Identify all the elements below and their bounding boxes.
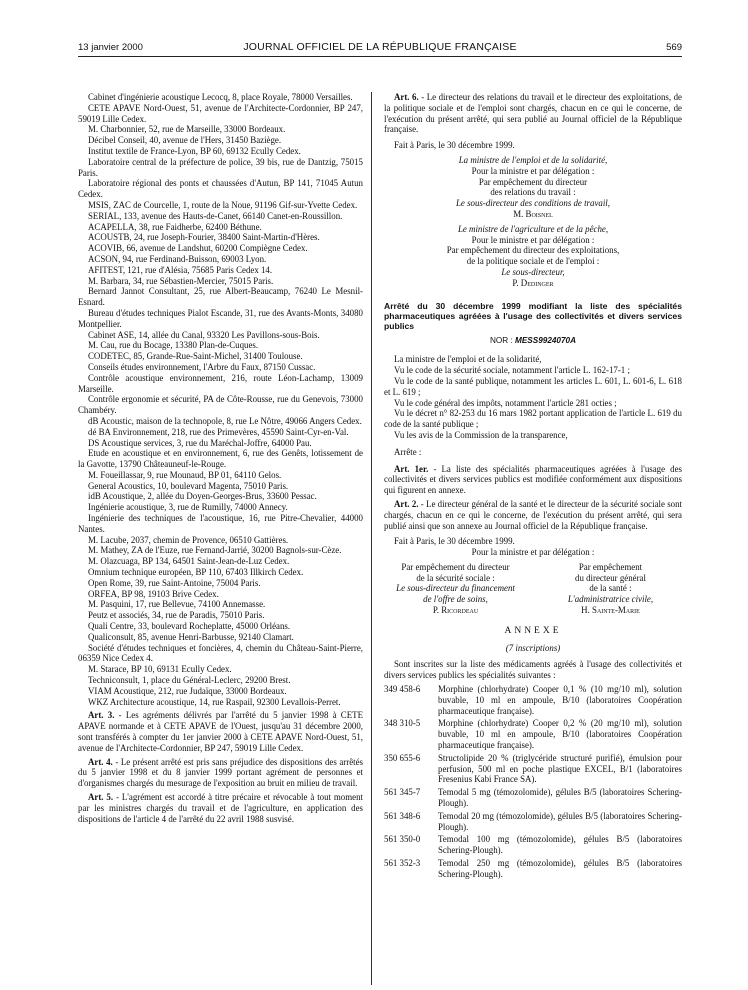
signature-block-agriculture (384, 224, 682, 289)
organisation-entry: Qualiconsult, 85, avenue Henri-Barbusse, 92140 Clamart. (88, 631, 294, 642)
medication-description: Structolipide 20 % (triglycéride structuré purifié), émulsion pour perfusion, 500 ml en poche plastique EXCEL, B/1 (laboratoires Fresenius Kabi France SA). (438, 752, 682, 785)
medication-table (384, 684, 682, 882)
organisation-entry: Institut textile de France-Lyon, BP 60, 69132 Ecully Cedex. (88, 145, 301, 156)
organisation-entry: M. Charbonnier, 52, rue de Marseille, 33000 Bordeaux. (88, 124, 286, 135)
medication-row (384, 718, 682, 752)
sigA-line3: Le sous-directeur du financement (396, 583, 515, 594)
signature-blocks-sante (384, 562, 682, 616)
left-column (78, 92, 363, 824)
sigB-line3: de la santé : (589, 583, 632, 594)
sigB-name: H. Sainte-Marie (581, 605, 640, 616)
sigA-line2: de la sécurité sociale : (416, 572, 495, 583)
organisation-entry: Conseils études environnement, l'Arbre du Faux, 87150 Cussac. (88, 361, 316, 372)
sig2-line4: de la politique sociale et de l'emploi : (466, 256, 600, 267)
page-number: 569 (666, 42, 682, 53)
vu-clause: Vu le code de la santé publique, notamment les articles L. 601, L. 601-6, L. 618 et L. 619 ; (384, 375, 682, 397)
article-6-text: - Le directeur des relations du travail et le directeur des exploitations, de la politique sociale et de l'emploi sont chargés, chacun en ce qui le concerne, de l'exécution du présent arrêté, qui sera publié au Journal officiel de la République française. (384, 92, 682, 135)
vu-clause: Vu les avis de la Commission de la transparence, (394, 429, 568, 440)
organisation-entry: Bureau d'études techniques Pialot Escande, 31, rue des Avants-Monts, 34080 Montpellier. (78, 307, 363, 329)
signature-direction-sante (539, 562, 682, 616)
sig1-line3: Par empêchement du directeur (478, 176, 588, 187)
organisation-entry: CODETEC, 85, Grande-Rue-Saint-Michel, 31400 Toulouse. (88, 351, 303, 362)
organisation-entry: Techniconsult, 1, place du Général-Leclerc, 29200 Brest. (88, 675, 291, 686)
organisation-entry: Ingénierie des techniques de l'acoustique, 16, rue Pitre-Chevalier, 44000 Nantes. (78, 513, 363, 534)
right-column (384, 92, 682, 882)
organisation-entry: MSIS, ZAC de Courcelle, 1, route de la Noue, 91196 Gif-sur-Yvette Cedex. (88, 199, 358, 210)
medication-code: 348 310-5 (384, 718, 421, 729)
medication-row (384, 811, 682, 835)
organisation-entry: Contrôle ergonomie et sécurité, PA de Côte-Rousse, rue du Genevois, 73000 Chambéry. (78, 394, 363, 416)
nor-value: MESS9924070A (515, 335, 577, 345)
article-4-label: Art. 4. (88, 756, 113, 767)
fait-a-paris-2: Fait à Paris, le 30 décembre 1999. (394, 536, 515, 547)
organisation-entry: M. Pasquini, 17, rue Bellevue, 74100 Annemasse. (88, 599, 266, 610)
vu-clause: Vu le code général des impôts, notamment l'article 281 octies ; (394, 397, 617, 408)
article-5-label: Art. 5. (88, 792, 114, 802)
sig2-line5: Le sous-directeur, (501, 266, 565, 277)
article-1-label: Art. 1er. (394, 463, 429, 474)
organisation-entry: Cabinet ASE, 14, allée du Canal, 93320 Les Pavillons-sous-Bois. (88, 329, 320, 340)
organisation-entry: M. Lacube, 2037, chemin de Provence, 06510 Gattières. (88, 534, 289, 545)
organisation-entry: Peutz et associés, 34, rue de Paradis, 75010 Paris. (88, 610, 265, 621)
vu-clause: Vu le décret n° 82-253 du 16 mars 1982 portant application de l'article L. 619 du code de la santé publique ; (384, 408, 682, 430)
article-3-label: Art. 3. (88, 710, 115, 721)
article-4-text: - Le présent arrêté est pris sans préjudice des dispositions des arrêtés du 5 janvier 1998 et du 8 janvier 1999 portant agrément de personnes et d'organismes chargés du mesurage de l'exposition au bruit en milieu de travail. (78, 756, 363, 789)
medication-description: Morphine (chlorhydrate) Cooper 0,2 % (20 mg/10 ml), solution buvable, 10 ml en ampoule, B/10 (laboratoires Coopération pharmaceutique française). (438, 718, 682, 751)
pour-la-ministre: Pour la ministre et par délégation : (471, 547, 595, 558)
organisation-entry: VIAM Acoustique, 212, rue Judaïque, 33000 Bordeaux. (88, 685, 287, 696)
sig2-name: P. Dedinger (512, 277, 554, 288)
signature-securite-sociale (384, 562, 527, 616)
organisation-entry: M. Foueillassar, 9, rue Mounaud, BP 01, 64110 Gelos. (88, 469, 282, 480)
article-6 (384, 92, 682, 135)
page-header (78, 40, 682, 57)
annexe-heading: ANNEXE (504, 625, 562, 636)
organisation-entry: ACSON, 94, rue Ferdinand-Buisson, 69003 Lyon. (88, 253, 267, 264)
article-3-text: - Les agréments délivrés par l'arrêté du 5 janvier 1998 à CETE APAVE normande et à CETE APAVE de l'Ouest, jusqu'au 31 décembre 2000, sont transférés à compter du 1er janvier 2000 à CETE APAVE Nord-Ouest, 51, avenue de l'Architecte-Cordonnier, BP 247, 59019 Lille Cedex. (78, 710, 363, 753)
medication-code: 349 458-6 (384, 684, 421, 695)
nor-label: NOR : (489, 335, 516, 345)
organisation-entry: Contrôle acoustique environnement, 216, route Léon-Lachamp, 13009 Marseille. (78, 372, 363, 394)
organisation-entry: ACAPELLA, 38, rue Faidherbe, 62400 Béthune. (88, 221, 262, 232)
organisation-entry: Open Rome, 39, rue Saint-Antoine, 75004 Paris. (88, 577, 261, 588)
sig2-line1: Le ministre de l'agriculture et de la pêche, (457, 223, 609, 234)
sig1-line5: Le sous-directeur des conditions de travail, (456, 198, 610, 209)
organisation-entry: Cabinet d'ingénierie acoustique Lecocq, 8, place Royale, 78000 Versailles. (88, 92, 353, 102)
annexe-intro: Sont inscrites sur la liste des médicaments agréés à l'usage des collectivités et divers services publics les spécialités suivantes : (384, 659, 682, 681)
organisation-entry: ACOUSTB, 24, rue Joseph-Fourier, 38400 Saint-Martin-d'Hères. (88, 232, 320, 243)
article-2 (384, 499, 682, 531)
sigB-line1: Par empêchement (578, 561, 643, 572)
organisation-entry: CETE APAVE Nord-Ouest, 51, avenue de l'Architecte-Cordonnier, BP 247, 59019 Lille Cedex. (78, 102, 363, 124)
organisation-entry: Bernard Jannot Consultant, 25, rue Albert-Beaucamp, 76240 Le Mesnil-Esnard. (78, 286, 363, 308)
organisation-entry: dB Acoustic, maison de la technopole, 8, rue Le Nôtre, 49066 Angers Cedex. (88, 415, 362, 426)
arrete-label: Arrête : (394, 446, 422, 457)
organisation-entry: M. Olazcuaga, BP 134, 64501 Saint-Jean-de-Luz Cedex. (88, 556, 290, 567)
sig1-line1: La ministre de l'emploi et de la solidarité, (458, 154, 608, 165)
organisation-entry: Quali Centre, 33, boulevard Rocheplatte, 45000 Orléans. (88, 621, 291, 632)
sigA-name: P. Ricordeau (432, 605, 479, 616)
organisation-entry: WKZ Architecture acoustique, 14, rue Raspail, 92300 Levallois-Perret. (88, 696, 341, 707)
organisation-entry: dé BA Environnement, 218, rue des Primevères, 45590 Saint-Cyr-en-Val. (88, 426, 349, 437)
medication-description: Temodal 5 mg (témozolomide), gélules B/5 (laboratoires Schering-Plough). (438, 787, 682, 809)
organisation-entry: ORFEA, BP 98, 19103 Brive Cedex. (88, 588, 219, 599)
organisation-entry: ACOVIB, 66, avenue de Landshut, 60200 Compiègne Cedex. (88, 243, 308, 254)
organisation-entry: Société d'études techniques et foncières, 4, chemin du Château-Saint-Pierre, 06359 Nice Cedex 4. (78, 642, 363, 664)
medication-description: Temodal 20 mg (témozolomide), gélules B/5 (laboratoires Schering-Plough). (438, 810, 682, 832)
organisation-entry: Ingénierie acoustique, 3, rue de Rumilly, 74000 Annecy. (88, 502, 288, 513)
medication-row (384, 858, 682, 882)
medication-row (384, 684, 682, 718)
medication-code: 561 348-6 (384, 810, 421, 821)
organisation-entry: M. Cau, rue du Bocage, 13380 Plan-de-Cuques. (88, 340, 259, 351)
article-2-label: Art. 2. (394, 498, 419, 509)
medication-row (384, 753, 682, 787)
organisation-entry: Laboratoire central de la préfecture de police, 39 bis, rue de Dantzig, 75015 Paris. (78, 156, 363, 178)
sig1-name: M. Boisnel (513, 208, 553, 219)
sig2-line2: Pour le ministre et par délégation : (471, 234, 595, 245)
article-2-text: - Le directeur général de la santé et le directeur de la sécurité sociale sont chargés, chacun en ce qui le concerne, de l'exécution du présent arrêté, qui sera publié ainsi que son annexe au Journal officiel de la République française. (384, 498, 683, 531)
sigA-line1: Par empêchement du directeur (401, 561, 510, 572)
medication-code: 350 655-6 (384, 752, 421, 763)
medication-description: Morphine (chlorhydrate) Cooper 0,1 % (10 mg/10 ml), solution buvable, 10 ml en ampoule, B/10 (laboratoires Coopération pharmaceutique française). (438, 684, 682, 716)
sig1-line4: des relations du travail : (490, 187, 576, 198)
nor-line (384, 336, 682, 347)
medication-code: 561 352-3 (384, 858, 421, 869)
organisation-entry: AFITEST, 121, rue d'Alésia, 75685 Paris Cedex 14. (88, 264, 273, 275)
article-3 (78, 710, 363, 753)
sigA-line4: de l'offre de soins, (423, 594, 488, 605)
inscriptions-count: (7 inscriptions) (505, 642, 561, 653)
sigB-line2: du directeur général (575, 572, 646, 583)
medication-code: 561 350-0 (384, 834, 421, 845)
organisation-entry: SERIAL, 133, avenue des Hauts-de-Canet, 66140 Canet-en-Roussillon. (88, 210, 343, 221)
sig2-line3: Par empêchement du directeur des exploitations, (446, 245, 620, 256)
organisation-entry: M. Barbara, 34, rue Sébastien-Mercier, 75015 Paris. (88, 275, 274, 286)
fait-a-paris-1: Fait à Paris, le 30 décembre 1999. (394, 140, 515, 151)
organisation-entry: DS Acoustique services, 3, rue du Maréchal-Joffre, 64000 Pau. (88, 437, 312, 448)
article-5-text: - L'agrément est accordé à titre précaire et révocable à tout moment par les ministres chargés du travail et de l'agriculture, en application des dispositions de l'article 4 de l'arrêté du 22 avril 1988 susvisé. (78, 792, 363, 824)
organisation-entry: Laboratoire régional des ponts et chaussées d'Autun, BP 141, 71045 Autun Cedex. (78, 178, 363, 200)
article-4 (78, 757, 363, 789)
vu-clause: Vu le code de la sécurité sociale, notamment l'article L. 162-17-1 ; (394, 365, 630, 376)
organisation-entry: idB Acoustique, 2, allée du Doyen-Georges-Brus, 33600 Pessac. (88, 491, 317, 502)
minister-line: La ministre de l'emploi et de la solidarité, (394, 354, 542, 365)
organisation-list (78, 92, 363, 707)
medication-description: Temodal 250 mg (témozolomide), gélules B/5 (laboratoires Schering-Plough). (438, 858, 682, 879)
header-date: 13 janvier 2000 (78, 42, 143, 53)
medication-code: 561 345-7 (384, 787, 421, 798)
article-5 (78, 792, 363, 824)
article-1-text: - La liste des spécialités pharmaceutiques agréées à l'usage des collectivités et divers services publics est modifiée conformément aux dispositions qui figurent en annexe. (384, 463, 682, 496)
signature-block-emploi (384, 155, 682, 220)
organisation-entry: M. Starace, BP 10, 69131 Ecully Cedex. (88, 664, 232, 675)
header-title: JOURNAL OFFICIEL DE LA RÉPUBLIQUE FRANÇAISE (243, 41, 517, 53)
organisation-entry: Etude en acoustique et en environnement, 6, rue des Genêts, lotissement de la Gavotte, 13790 Châteauneuf-le-Rouge. (78, 448, 363, 470)
column-divider (371, 92, 372, 985)
article-1 (384, 464, 682, 496)
organisation-entry: Omnium technique européen, BP 110, 67403 Illkirch Cedex. (88, 567, 304, 578)
medication-row (384, 834, 682, 858)
sig1-line2: Pour la ministre et par délégation : (471, 165, 595, 176)
organisation-entry: M. Mathey, ZA de l'Euze, rue Fernand-Jarrié, 30200 Bagnols-sur-Cèze. (88, 545, 342, 556)
article-6-label: Art. 6. (394, 92, 419, 102)
organisation-entry: General Acoustics, 10, boulevard Magenta, 75010 Paris. (88, 480, 289, 491)
medication-description: Temodal 100 mg (témozolomide), gélules B/5 (laboratoires Schering-Plough). (438, 834, 682, 856)
organisation-entry: Décibel Conseil, 40, avenue de l'Hers, 31450 Baziège. (88, 135, 282, 146)
sigB-line4: L'administratrice civile, (567, 594, 654, 605)
medication-row (384, 787, 682, 811)
arrete-title: Arrêté du 30 décembre 1999 modifiant la liste des spécialités pharmaceutiques agréées à l'usage des collectivités et divers services publics (384, 300, 682, 331)
vus-list (384, 365, 682, 441)
